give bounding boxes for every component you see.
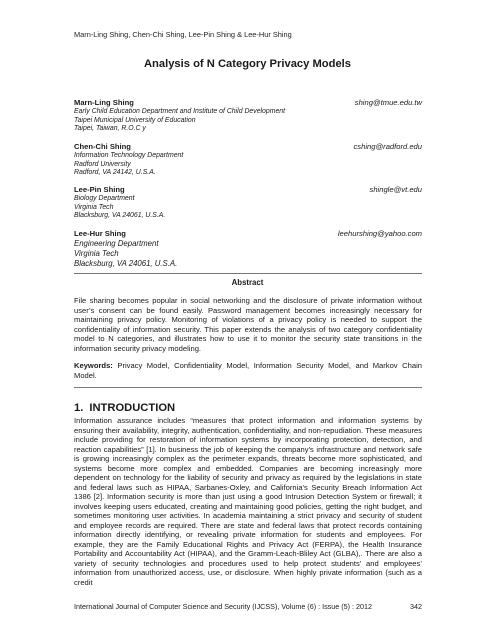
page-footer <box>74 602 422 611</box>
keywords-label: Keywords: <box>74 361 113 370</box>
section-heading <box>74 402 181 414</box>
author-affiliation-line: Blacksburg, VA 24061, U.S.A. <box>74 259 178 269</box>
keywords-text: Privacy Model, Confidentiality Model, Information Security Model, and Markov Chain Model. <box>74 361 422 380</box>
author-affiliation-line: Radford, VA 24142, U.S.A. <box>74 169 156 177</box>
author-name: Lee-Hur Shing <box>74 229 126 238</box>
author-affiliation-line: Virginia Tech <box>74 203 114 211</box>
divider <box>74 387 422 388</box>
author-affiliation-line: Virginia Tech <box>74 249 119 259</box>
author-affiliation-line: Biology Department <box>74 195 135 202</box>
journal-citation: International Journal of Computer Science and Security (IJCSS), Volume (6) : Issue (5) : 2012 <box>74 602 373 611</box>
author-email: leehurshing@yahoo.com <box>337 229 422 238</box>
author-affiliation-line: Taipei, Taiwan, R.O.C y <box>74 125 146 133</box>
author-block-1 <box>74 98 422 134</box>
running-head: Marn-Ling Shing, Chen-Chi Shing, Lee-Pin Shing & Lee-Hur Shing <box>74 30 292 39</box>
introduction-text: Information assurance includes “measures that protect information and information systems by ensuring their availability, integrity, authentication, confidentiality, and non-repudiation. These measures include providing for restoration of information systems by incorporating protection, detection, and reaction capabilities” [1]. In business the job of keeping the company's infrastructure and network safe is growing increasingly complex as the perimeter expands, threats become more sophisticated, and systems become more complex and embedded. Companies are becoming increasingly more dependent on technology for the liability of security and privacy as required by the legislations in state and federal laws such as HIPAA, Sarbanes-Oxley, and California's Security Breach Information Act 1386 [2]. Information security is more than just using a good Intrusion Detection System or firewall; it involves keeping users educated, creating and maintaining good policies, getting the right budget, and sometimes monitoring user activities. In academia maintaining a strict privacy and security of student and employee records are required. There are state and federal laws that protect records containing information directly identifying, or revealing private information for students and employees. For example, they are the Family Educational Rights and Privacy Act (FERPA), the Health Insurance Portability and Accountability Act (HIPAA), and the Gramm-Leach-Bliley Act (GLBA),. There are also a variety of security technologies and procedures used to help protect students’ and employees’ information from unauthorized access, use, or disclosure. When highly private information (such as a credit <box>74 416 422 587</box>
author-email: cshing@radford.edu <box>353 142 422 151</box>
author-name: Lee-Pin Shing <box>74 185 125 194</box>
author-affiliation-line: Radford University <box>74 160 131 168</box>
abstract-heading: Abstract <box>231 278 264 287</box>
author-affiliation-line: Information Technology Department <box>74 152 184 159</box>
author-affiliation-line: Blacksburg, VA 24061, U.S.A. <box>74 212 166 220</box>
section-number: 1. <box>74 402 84 414</box>
abstract-text: File sharing becomes popular in social networking and the disclosure of private information without user’s consent can be found easily. Password management becomes increasingly necessary for maintaining privacy policy. Monitoring of violations of a privacy policy is needed to support the confidentiality of information security. This paper extends the analysis of two category confidentiality model to N categories, and illustrates how to use it to monitor the security state transitions in the information security privacy modeling. <box>74 296 422 353</box>
author-affiliation-line: Engineering Department <box>74 239 159 248</box>
author-affiliation-line: Taipei Municipal University of Education <box>74 116 196 124</box>
page-number: 342 <box>410 602 422 611</box>
author-email: shing@tmue.edu.tw <box>354 98 422 107</box>
keywords-paragraph <box>74 361 422 380</box>
author-name: Marn-Ling Shing <box>74 98 134 107</box>
paper-title: Analysis of N Category Privacy Models <box>143 58 352 70</box>
author-block-2 <box>74 142 422 178</box>
author-block-4 <box>74 229 422 270</box>
divider <box>74 273 422 274</box>
section-title: INTRODUCTION <box>89 402 176 414</box>
author-block-3 <box>74 185 422 221</box>
author-affiliation-line: Early Child Education Department and Institute of Child Development <box>74 108 286 115</box>
author-name: Chen-Chi Shing <box>74 142 131 151</box>
author-email: shingle@vt.edu <box>369 185 422 194</box>
